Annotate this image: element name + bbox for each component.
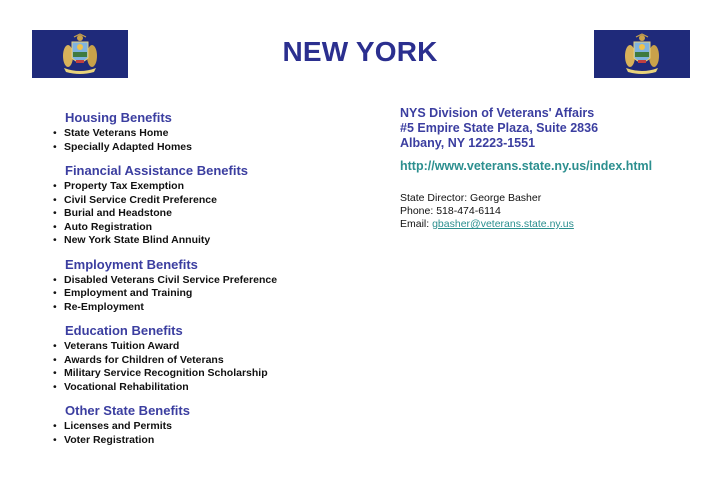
section-heading: Housing Benefits: [65, 110, 172, 125]
section-housing-benefits: [52, 110, 372, 154]
section-employment-benefits: [52, 257, 372, 315]
agency-name: NYS Division of Veterans' Affairs: [400, 106, 595, 120]
agency-address-line-2: Albany, NY 12223-1551: [400, 136, 536, 150]
email-label: Email:: [400, 218, 433, 230]
list-item: • Veterans Tuition Award: [52, 340, 372, 354]
list-item: • Voter Registration: [52, 434, 372, 448]
website-link[interactable]: http://www.veterans.state.ny.us/index.html: [400, 159, 653, 173]
benefit-list: [52, 127, 372, 154]
email-link[interactable]: gbasher@veterans.state.ny.us: [432, 218, 574, 230]
list-item: • Burial and Headstone: [52, 207, 372, 221]
list-item: • State Veterans Home: [52, 127, 372, 141]
list-item: • Specially Adapted Homes: [52, 141, 372, 155]
section-education-benefits: [52, 323, 372, 394]
agency-address-line-1: #5 Empire State Plaza, Suite 2836: [400, 121, 599, 135]
list-item: • Civil Service Credit Preference: [52, 194, 372, 208]
contact-block: [400, 192, 710, 231]
benefit-list: [52, 420, 372, 447]
list-item: • Property Tax Exemption: [52, 180, 372, 194]
list-item: • Licenses and Permits: [52, 420, 372, 434]
list-item: • Awards for Children of Veterans: [52, 354, 372, 368]
section-heading: Financial Assistance Benefits: [65, 163, 249, 178]
benefit-list: [52, 340, 372, 394]
section-financial-assistance-benefits: [52, 163, 372, 248]
section-other-state-benefits: [52, 403, 372, 447]
new-york-state-flag-right: [594, 30, 690, 78]
list-item: • New York State Blind Annuity: [52, 234, 372, 248]
email-line: [400, 218, 710, 231]
phone-number: Phone: 518-474-6114: [400, 205, 501, 217]
section-heading: Employment Benefits: [65, 256, 198, 272]
list-item: • Vocational Rehabilitation: [52, 381, 372, 395]
state-seal-icon: [594, 30, 690, 78]
benefit-list: [52, 274, 372, 315]
state-director: State Director: George Basher: [400, 192, 542, 204]
benefit-list: [52, 180, 372, 248]
agency-info: [400, 106, 710, 231]
list-item: • Military Service Recognition Scholarship: [52, 367, 372, 381]
section-heading: Education Benefits: [65, 323, 183, 338]
section-heading: Other State Benefits: [65, 403, 190, 418]
list-item: • Auto Registration: [52, 221, 372, 235]
list-item: • Re-Employment: [52, 301, 372, 315]
benefits-column: [52, 110, 372, 456]
list-item: • Employment and Training: [52, 287, 372, 301]
list-item: • Disabled Veterans Civil Service Preference: [52, 274, 372, 288]
page-title: NEW YORK: [282, 36, 438, 67]
